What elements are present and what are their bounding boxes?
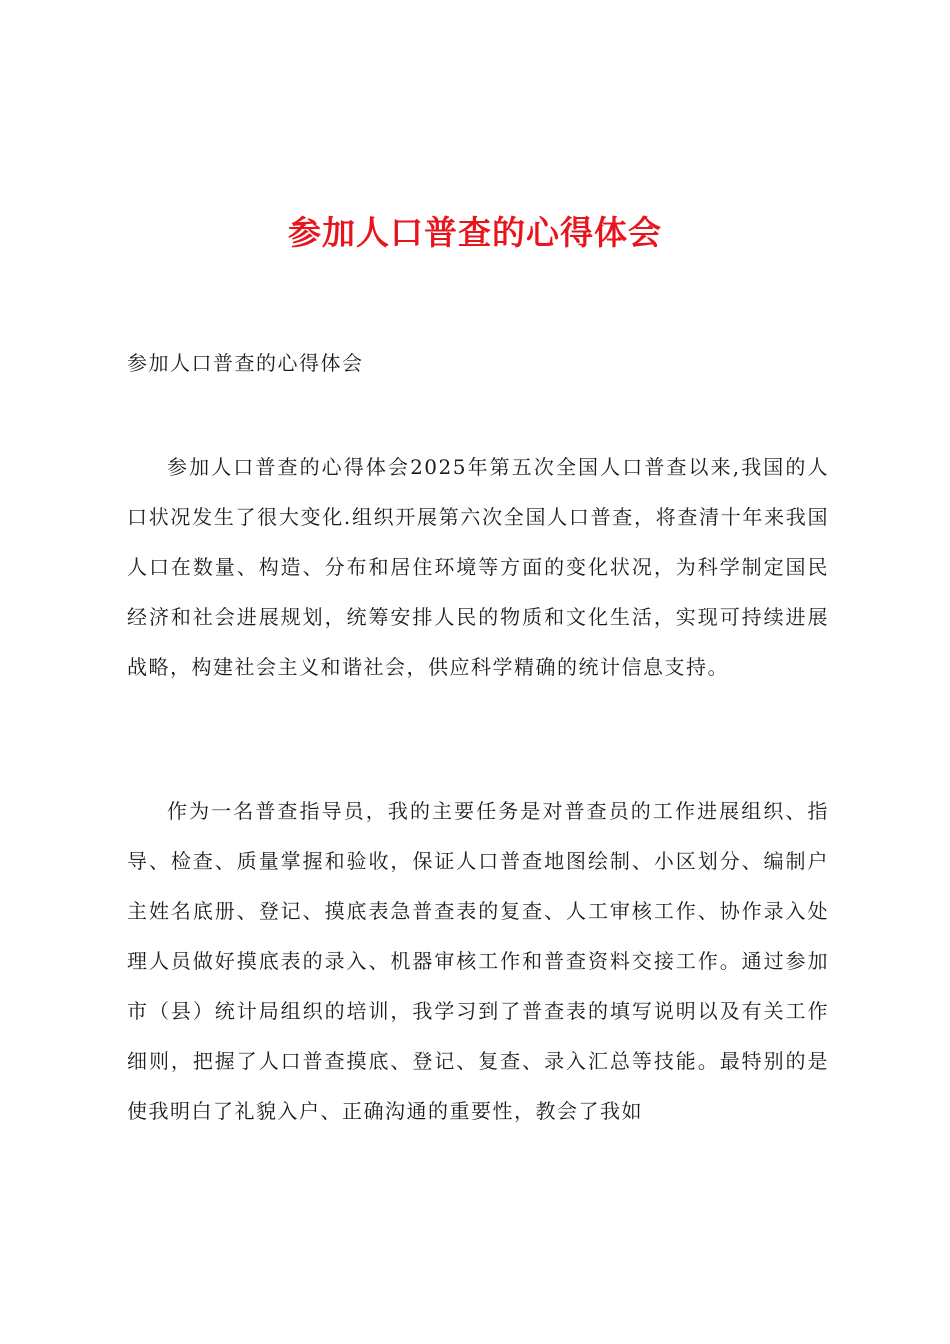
paragraph-1: 参加人口普查的心得体会2025年第五次全国人口普查以来,我国的人口状况发生了很大变化.组织开展第六次全国人口普查，将查清十年来我国人口在数量、构造、分布和居住环境等方面的变化状况，为科学制定国民经济和社会进展规划，统筹安排人民的物质和文化生活，实现可持续进展战略，构建社会主义和谐社会，供应科学精确的统计信息支持。 bbox=[127, 455, 829, 679]
paragraph-2: 作为一名普查指导员，我的主要任务是对普查员的工作进展组织、指导、检查、质量掌握和验收，保证人口普查地图绘制、小区划分、编制户主姓名底册、登记、摸底表急普查表的复查、人工审核工作、协作录入处理人员做好摸底表的录入、机器审核工作和普查资料交接工作。通过参加市（县）统计局组织的培训，我学习到了普查表的填写说明以及有关工作细则，把握了人口普查摸底、登记、复查、录入汇总等技能。最特别的是使我明白了礼貌入户、正确沟通的重要性，教会了我如 bbox=[127, 799, 829, 1123]
document-title: 参加人口普查的心得体会 bbox=[288, 213, 662, 252]
document-subtitle: 参加人口普查的心得体会 bbox=[127, 351, 364, 375]
